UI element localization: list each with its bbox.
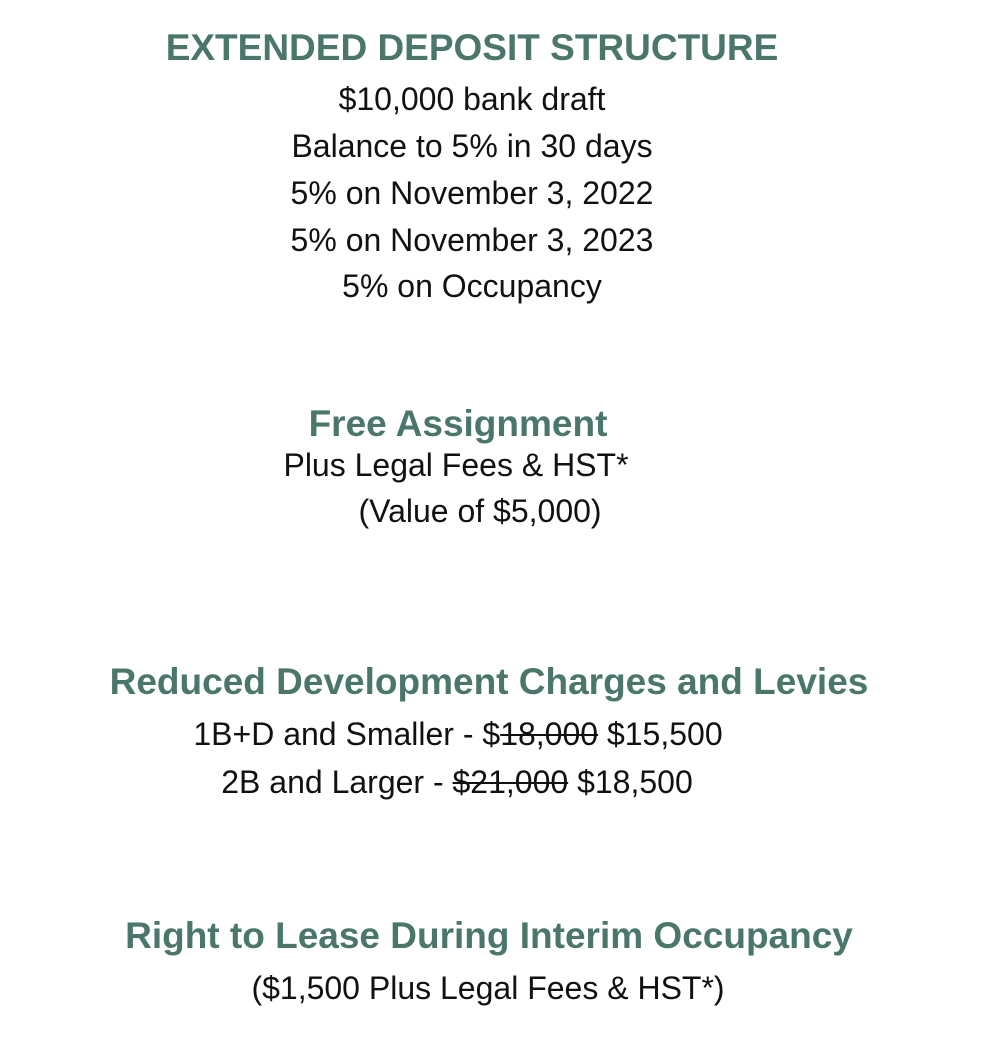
deposit-line-2023: 5% on November 3, 2023 bbox=[290, 222, 654, 258]
charges-row-small-old-price: 18,000 bbox=[500, 716, 599, 752]
charges-row-large-new-price: $18,500 bbox=[568, 764, 693, 800]
assignment-legal-fees: Plus Legal Fees & HST* bbox=[283, 447, 629, 483]
charges-row-large-old-price: $21,000 bbox=[452, 764, 569, 800]
deposit-line-occupancy: 5% on Occupancy bbox=[342, 268, 602, 304]
lease-fee-line: ($1,500 Plus Legal Fees & HST*) bbox=[251, 970, 725, 1006]
deposit-line-balance: Balance to 5% in 30 days bbox=[291, 128, 653, 164]
charges-row-large-label: 2B and Larger - bbox=[221, 764, 453, 800]
charges-row-small-currency: $ bbox=[482, 716, 501, 752]
charges-row-large bbox=[0, 762, 951, 802]
deposit-line-2022: 5% on November 3, 2022 bbox=[290, 175, 654, 211]
charges-title: Reduced Development Charges and Levies bbox=[109, 661, 869, 702]
assignment-title: Free Assignment bbox=[308, 403, 608, 444]
deposit-line-bank-draft: $10,000 bank draft bbox=[338, 81, 606, 117]
charges-row-small bbox=[0, 714, 952, 754]
assignment-value: (Value of $5,000) bbox=[358, 493, 602, 529]
deposit-title: EXTENDED DEPOSIT STRUCTURE bbox=[165, 27, 779, 68]
charges-row-small-label: 1B+D and Smaller - bbox=[193, 716, 483, 752]
lease-title: Right to Lease During Interim Occupancy bbox=[125, 915, 853, 956]
charges-row-small-new-price: $15,500 bbox=[598, 716, 723, 752]
